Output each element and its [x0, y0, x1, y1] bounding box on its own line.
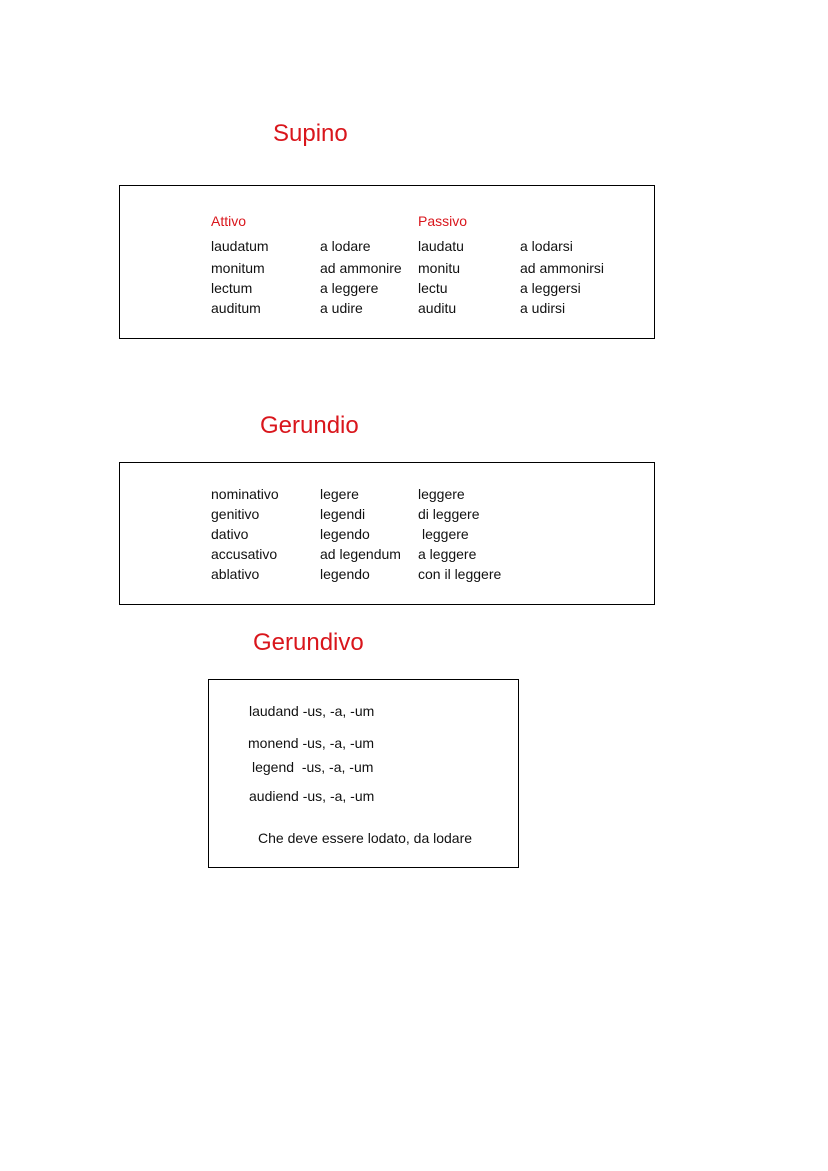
- gerundivo-title: Gerundivo: [253, 629, 364, 656]
- gerundio-latin: legendo: [320, 526, 370, 542]
- gerundio-case: accusativo: [211, 546, 278, 562]
- supino-cell: a udirsi: [520, 300, 566, 316]
- supino-cell: a lodare: [320, 238, 371, 254]
- supino-cell: a lodarsi: [520, 238, 573, 254]
- supino-cell: auditu: [418, 300, 457, 316]
- gerundio-table: [119, 462, 655, 605]
- supino-title: Supino: [273, 120, 348, 147]
- supino-cell: monitu: [418, 260, 461, 276]
- gerundio-title: Gerundio: [260, 412, 359, 439]
- supino-header-attivo: Attivo: [211, 213, 247, 229]
- gerundio-latin: legere: [320, 486, 359, 502]
- gerundio-latin: ad legendum: [320, 546, 401, 562]
- supino-cell: lectum: [211, 280, 253, 296]
- supino-cell: lectu: [418, 280, 448, 296]
- supino-cell: a udire: [320, 300, 363, 316]
- supino-cell: auditum: [211, 300, 261, 316]
- supino-cell: a leggersi: [520, 280, 581, 296]
- gerundivo-meaning: Che deve essere lodato, da lodare: [258, 830, 473, 846]
- gerundio-italian: con il leggere: [418, 566, 502, 582]
- gerundio-case: genitivo: [211, 506, 260, 522]
- supino-cell: laudatu: [418, 238, 464, 254]
- gerundio-case: dativo: [211, 526, 249, 542]
- supino-cell: laudatum: [211, 238, 269, 254]
- gerundivo-form: laudand -us, -a, -um: [249, 703, 375, 719]
- gerundio-italian: leggere: [418, 486, 465, 502]
- supino-cell: a leggere: [320, 280, 379, 296]
- supino-cell: ad ammonirsi: [520, 260, 605, 276]
- gerundio-latin: legendi: [320, 506, 366, 522]
- gerundivo-form: legend -us, -a, -um: [252, 759, 374, 775]
- gerundio-italian: di leggere: [418, 506, 480, 522]
- gerundivo-form: audiend -us, -a, -um: [249, 788, 375, 804]
- gerundio-italian: a leggere: [418, 546, 477, 562]
- gerundio-case: ablativo: [211, 566, 260, 582]
- gerundio-italian: leggere: [422, 526, 469, 542]
- gerundivo-form: monend -us, -a, -um: [248, 735, 375, 751]
- supino-header-passivo: Passivo: [418, 213, 468, 229]
- gerundio-latin: legendo: [320, 566, 370, 582]
- supino-cell: ad ammonire: [320, 260, 402, 276]
- supino-cell: monitum: [211, 260, 265, 276]
- gerundio-case: nominativo: [211, 486, 279, 502]
